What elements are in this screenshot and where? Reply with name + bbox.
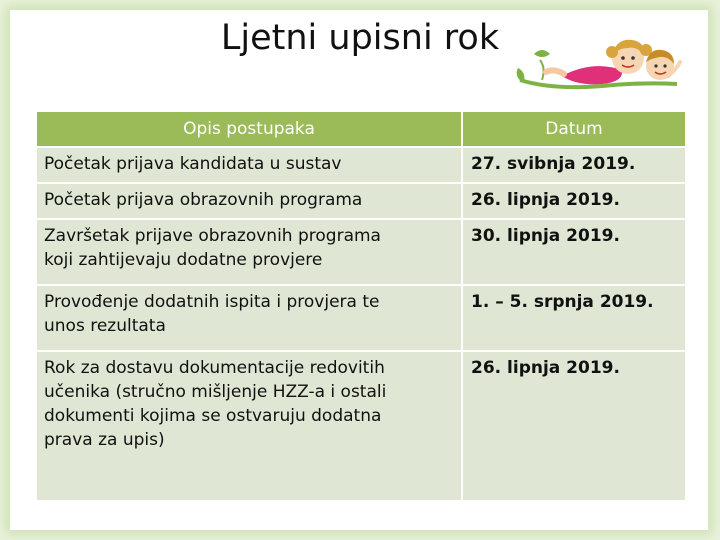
- opis-cell: Provođenje dodatnih ispita i provjera te unos rezultata: [37, 285, 462, 351]
- table-row: [37, 219, 685, 285]
- table-header-row: [37, 112, 685, 147]
- enrollment-table: [37, 112, 685, 500]
- datum-cell: 27. svibnja 2019.: [462, 147, 685, 183]
- opis-cell: Rok za dostavu dokumentacije redovitih učenika (stručno mišljenje HZZ-a i ostali dokumenti kojima se ostvaruju dodatna prava za upis): [37, 351, 462, 500]
- datum-cell: 30. lipnja 2019.: [462, 219, 685, 285]
- opis-cell: Završetak prijave obrazovnih programa koji zahtijevaju dodatne provjere: [37, 219, 462, 285]
- table-row: [37, 147, 685, 183]
- datum-cell: 26. lipnja 2019.: [462, 351, 685, 500]
- page-title: Ljetni upisni rok: [220, 18, 500, 58]
- kids-lying-icon: [512, 20, 684, 96]
- datum-cell: 26. lipnja 2019.: [462, 183, 685, 219]
- opis-cell: Početak prijava obrazovnih programa: [37, 183, 462, 219]
- column-header-opis: Opis postupaka: [37, 112, 462, 147]
- column-header-datum: Datum: [462, 112, 685, 147]
- datum-cell: 1. – 5. srpnja 2019.: [462, 285, 685, 351]
- opis-cell: Početak prijava kandidata u sustav: [37, 147, 462, 183]
- table-row: [37, 351, 685, 500]
- table-row: [37, 183, 685, 219]
- table-row: [37, 285, 685, 351]
